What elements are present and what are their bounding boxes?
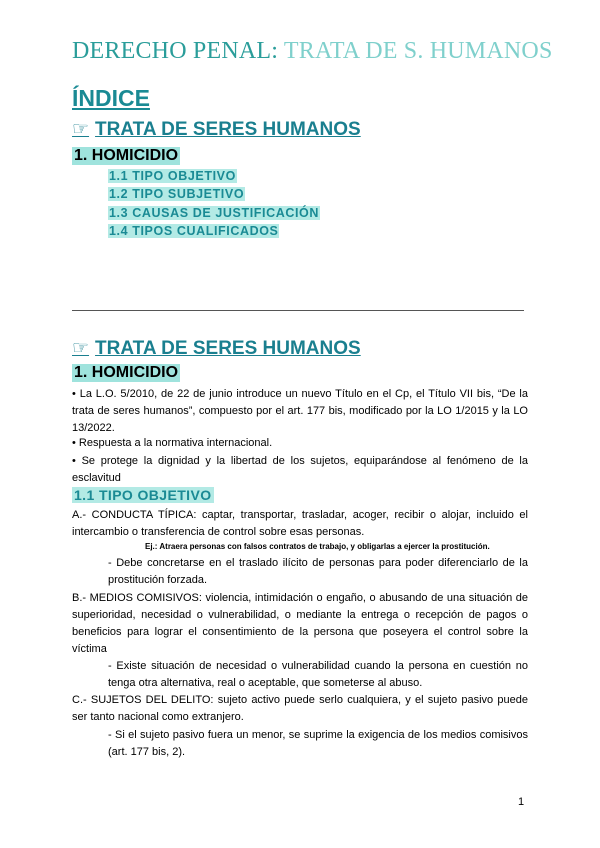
index-chapter: 1. HOMICIDIO (74, 147, 179, 164)
index-section-heading (72, 118, 361, 141)
title-topic: TRATA DE S. HUMANOS (283, 38, 553, 64)
index-section-title: TRATA DE SERES HUMANOS (95, 119, 361, 140)
paragraph-conducta-tipica: A.- CONDUCTA TÍPICA: captar, transportar, trasladar, acoger, recibir o alojar, incluido el intercambio o transferencia de control sobre esas personas. (72, 509, 528, 538)
title-subject: DERECHO PENAL (72, 38, 272, 64)
pointing-hand-icon: ☞ (72, 119, 90, 140)
toc-item-tipo-subjetivo[interactable]: 1.2 TIPO SUBJETIVO (109, 187, 245, 201)
body-chapter: 1. HOMICIDIO (74, 364, 179, 381)
paragraph-sujetos-delito: C.- SUJETOS DEL DELITO: sujeto activo puede serlo cualquiera, y el sujeto pasivo puede ser tanto nacional como extranjero. (72, 694, 528, 723)
toc-item-tipos-cualificados[interactable]: 1.4 TIPOS CUALIFICADOS (109, 224, 279, 238)
pointing-hand-icon: ☞ (72, 338, 90, 359)
example-note: Ej.: Atraera personas con falsos contratos de trabajo, y obligarlas a ejercer la prostitución. (145, 542, 490, 551)
dash-sujeto-pasivo-menor: - Si el sujeto pasivo fuera un menor, se suprime la exigencia de los medios comisivos (art. 177 bis, 2). (108, 729, 528, 758)
bullet-international: • Respuesta a la normativa internacional. (72, 437, 273, 449)
subsection-tipo-objetivo: 1.1 TIPO OBJETIVO (74, 487, 212, 503)
index-heading: ÍNDICE (72, 85, 150, 111)
toc-item-causas-justificacion[interactable]: 1.3 CAUSAS DE JUSTIFICACIÓN (109, 206, 319, 220)
bullet-law-intro: • La L.O. 5/2010, de 22 de junio introduce un nuevo Título en el Cp, el Título VII bis, “De la trata de seres humanos”, compuesto por el art. 177 bis, modificado por la LO 1/2015 y la LO 13/2022. (72, 388, 528, 434)
body-section-title: TRATA DE SERES HUMANOS (95, 338, 361, 359)
document-title (72, 38, 553, 65)
page-number: 1 (518, 796, 525, 808)
title-separator: : (271, 38, 279, 64)
dash-traslado-ilicito: - Debe concretarse en el traslado ilícito de personas para poder diferenciarlo de la prostitución forzada. (108, 557, 528, 586)
toc-item-tipo-objetivo[interactable]: 1.1 TIPO OBJETIVO (109, 169, 236, 183)
dash-situacion-necesidad: - Existe situación de necesidad o vulnerabilidad cuando la persona en cuestión no tenga otra alternativa, real o aceptable, que someterse al abuso. (108, 660, 528, 689)
paragraph-medios-comisivos: B.- MEDIOS COMISIVOS: violencia, intimidación o engaño, o abusando de una situación de superioridad, necesidad o vulnerabilidad, o mediante la entrega o recepción de pagos o beneficios para lograr el consentimiento de la persona que poseyera el control sobre la víctima (72, 592, 528, 655)
bullet-dignity: • Se protege la dignidad y la libertad de los sujetos, equiparándose al fenómeno de la esclavitud (72, 455, 528, 484)
section-divider (72, 310, 524, 311)
body-section-heading (72, 337, 361, 360)
